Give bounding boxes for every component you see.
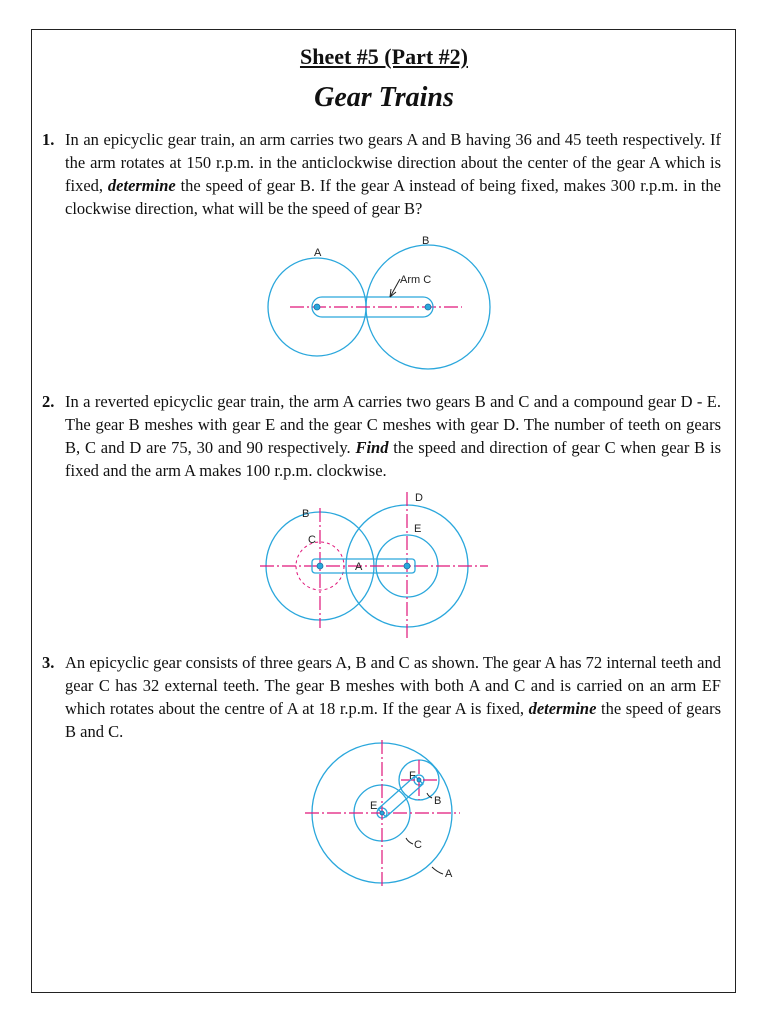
arm-ef — [378, 776, 423, 817]
emphasis-word: Find — [355, 438, 389, 457]
pivot-f — [417, 778, 421, 782]
label-arm-c: Arm C — [400, 274, 432, 286]
problem-number: 1. — [42, 130, 55, 149]
problem-number: 2. — [42, 392, 55, 411]
figure-3-epicyclic-gear — [300, 738, 470, 888]
label-gear-e: E — [414, 523, 422, 535]
pivot-a — [314, 304, 320, 310]
label-gear-b: B — [434, 795, 442, 807]
sheet-number-heading: Sheet #5 (Part #2) — [299, 44, 468, 69]
label-pivot-f: F — [409, 770, 416, 782]
pivot-d — [404, 563, 410, 569]
arm-c-leader — [390, 279, 400, 297]
label-gear-d: D — [415, 492, 423, 504]
figure-2-reverted-gear-train — [250, 488, 490, 648]
label-gear-c: C — [308, 534, 316, 546]
arm-c-arrowhead — [390, 289, 396, 297]
label-gear-b: B — [302, 508, 310, 520]
problem-3 — [42, 651, 721, 743]
label-gear-c: C — [414, 839, 422, 851]
page-title: Gear Trains — [314, 82, 454, 113]
pivot-e — [380, 811, 384, 815]
problem-text: An epicyclic gear consists of three gears A, B and C as shown. The gear A has 72 internal teeth and gear C has 32 external teeth. The gear B meshes with both A and C and is carried on an arm EF which rotates about the centre of A at 18 r.p.m. If the gear A is fixed, determine the speed of gears B and C. — [65, 653, 721, 741]
problem-text: In an epicyclic gear train, an arm carries two gears A and B having 36 and 45 teeth respectively. If the arm rotates at 150 r.p.m. in the anticlockwise direction about the center of the gear A which is fixed, determine the speed of gear B. If the gear A instead of being fixed, makes 300 r.p.m. in the clockwise direction, what will be the speed of gear B? — [65, 130, 722, 218]
problem-text: In a reverted epicyclic gear train, the arm A carries two gears B and C and a compound gear D - E. The gear B meshes with gear E and the gear C meshes with gear D. The number of teeth on gears B, C and D are 75, 30 and 90 respectively. Find the speed and direction of gear C when gear B is fixed and the arm A makes 100 r.p.m. clockwise. — [65, 392, 721, 480]
problem-number: 3. — [42, 653, 55, 672]
label-pivot-e: E — [370, 800, 378, 812]
emphasis-word: determine — [107, 176, 176, 195]
label-gear-b: B — [422, 235, 430, 247]
label-arm-a: A — [355, 561, 363, 573]
label-gear-a: A — [445, 868, 453, 880]
problem-2 — [42, 390, 721, 482]
leader-c — [406, 838, 413, 844]
emphasis-word: determine — [528, 699, 597, 718]
label-gear-a: A — [314, 247, 322, 259]
pivot-b — [425, 304, 431, 310]
pivot-b — [317, 563, 323, 569]
leader-a — [432, 867, 443, 874]
figure-1-gear-train — [250, 228, 510, 373]
problem-1 — [42, 128, 721, 220]
